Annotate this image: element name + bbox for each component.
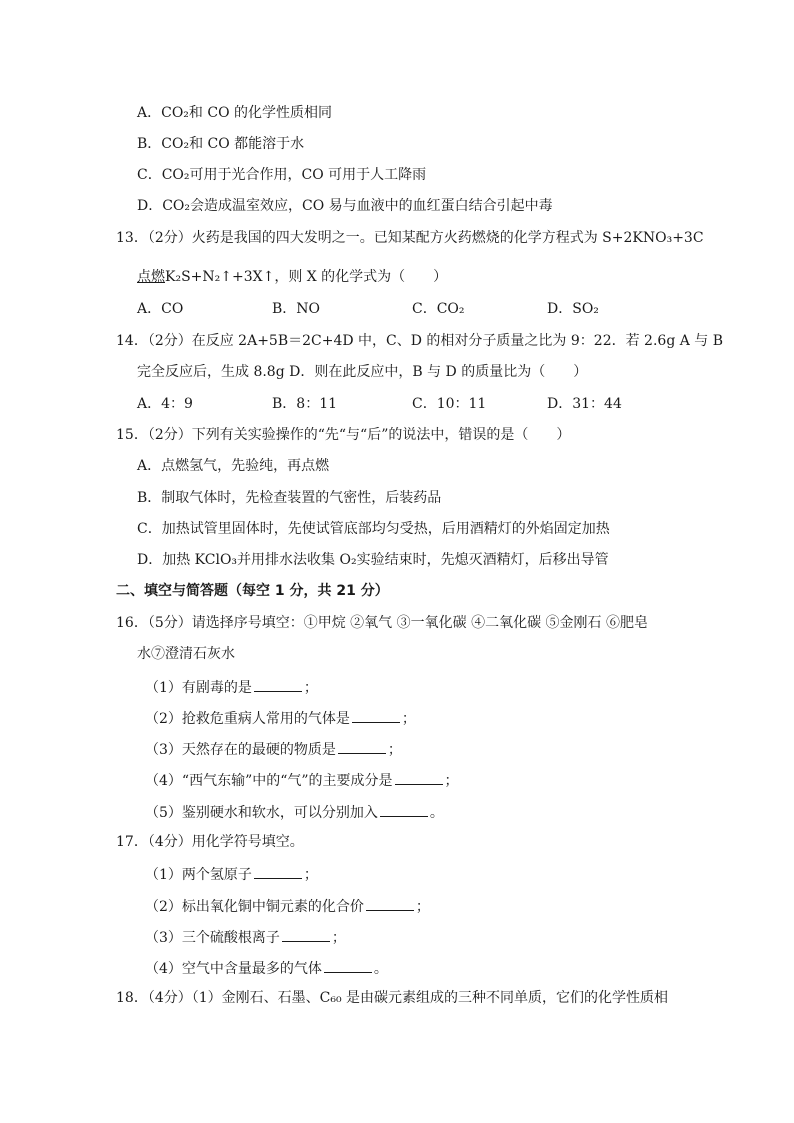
q12-option-a: A．CO₂和 CO 的化学性质相同 <box>137 105 333 121</box>
q17-item-4-text: （4）空气中含量最多的气体 <box>145 961 322 977</box>
q13-stem-continued: K₂S+N₂↑+3X↑，则 X 的化学式为（ ） <box>165 269 448 285</box>
q14-option-a: A．4：9 <box>137 396 193 412</box>
q17-stem: 17．（4分）用化学符号填空。 <box>116 834 304 850</box>
q16-item-5 <box>145 802 444 822</box>
reaction-condition: 点燃 <box>137 269 165 285</box>
q17-item-3-end: ； <box>331 930 346 946</box>
answer-blank[interactable] <box>254 864 302 879</box>
answer-blank[interactable] <box>366 896 414 911</box>
q17-item-2 <box>145 896 430 916</box>
answer-blank[interactable] <box>282 927 330 942</box>
q16-stem-continued: 水⑦澄清石灰水 <box>137 646 235 662</box>
answer-blank[interactable] <box>254 677 302 692</box>
section-heading: 二、填空与简答题（每空 1 分，共 21 分） <box>116 583 389 599</box>
q17-item-4 <box>145 958 388 978</box>
q16-item-4-text: （4）“西气东输”中的“气”的主要成分是 <box>145 773 393 789</box>
q16-item-1 <box>145 677 318 697</box>
q16-item-3-text: （3）天然存在的最硬的物质是 <box>145 742 336 758</box>
q17-item-3-text: （3）三个硫酸根离子 <box>145 930 280 946</box>
q15-stem: 15．（2分）下列有关实验操作的“先“与“后”的说法中，错误的是（ ） <box>116 427 571 443</box>
q15-option-b: B．制取气体时，先检查装置的气密性，后装药品 <box>137 490 442 506</box>
q16-item-3 <box>145 739 402 759</box>
q16-stem: 16．（5分）请选择序号填空：①甲烷 ②氧气 ③一氧化碳 ④二氧化碳 ⑤金刚石 ⑥肥皂 <box>116 615 648 631</box>
q16-item-3-end: ； <box>387 742 402 758</box>
q16-item-4-end: ； <box>444 773 459 789</box>
q13-option-c: C．CO₂ <box>412 301 465 317</box>
q17-item-1-end: ； <box>303 867 318 883</box>
q17-item-1 <box>145 864 318 884</box>
q16-item-5-text: （5）鉴别硬水和软水，可以分别加入 <box>145 805 378 821</box>
q17-item-3 <box>145 927 346 947</box>
q14-stem-continued: 完全反应后，生成 8.8g D．则在此反应中，B 与 D 的质量比为（ ） <box>137 364 588 380</box>
q12-option-d: D．CO₂会造成温室效应，CO 易与血液中的血红蛋白结合引起中毒 <box>137 198 553 214</box>
answer-blank[interactable] <box>395 770 443 785</box>
q14-option-b: B．8：11 <box>272 396 338 412</box>
q16-item-5-end: 。 <box>429 805 444 821</box>
q16-item-1-text: （1）有剧毒的是 <box>145 680 252 696</box>
q17-item-2-text: （2）标出氧化铜中铜元素的化合价 <box>145 899 364 915</box>
answer-blank[interactable] <box>324 958 372 973</box>
q16-item-2-text: （2）抢救危重病人常用的气体是 <box>145 711 350 727</box>
q18-stem: 18．（4分）（1）金刚石、石墨、C₆₀ 是由碳元素组成的三种不同单质，它们的化学性质相 <box>116 990 669 1006</box>
q13-option-b: B．NO <box>272 301 321 317</box>
q12-option-b: B．CO₂和 CO 都能溶于水 <box>137 136 305 152</box>
q13-stem: 13．（2分）火药是我国的四大发明之一。已知某配方火药燃烧的化学方程式为 S+2KNO₃+3C <box>116 230 704 246</box>
q16-item-2-end: ； <box>401 711 416 727</box>
answer-blank[interactable] <box>338 739 386 754</box>
q13-option-a: A．CO <box>137 301 184 317</box>
q14-stem: 14．（2分）在反应 2A+5B＝2C+4D 中，C、D 的相对分子质量之比为 9：22．若 2.6g A 与 B <box>116 333 724 349</box>
q14-option-d: D．31：44 <box>547 396 622 412</box>
q16-item-4 <box>145 770 459 790</box>
q12-option-c: C．CO₂可用于光合作用，CO 可用于人工降雨 <box>137 167 427 183</box>
q17-item-1-text: （1）两个氢原子 <box>145 867 252 883</box>
q17-item-2-end: ； <box>415 899 430 915</box>
q17-item-4-end: 。 <box>373 961 388 977</box>
q15-option-c: C．加热试管里固体时，先使试管底部均匀受热，后用酒精灯的外焰固定加热 <box>137 521 610 537</box>
q16-item-1-end: ； <box>303 680 318 696</box>
q16-item-2 <box>145 708 416 728</box>
q15-option-a: A．点燃氢气，先验纯，再点燃 <box>137 458 330 474</box>
q13-equation-line <box>137 268 447 286</box>
answer-blank[interactable] <box>380 802 428 817</box>
q14-option-c: C．10：11 <box>412 396 487 412</box>
q13-option-d: D．SO₂ <box>547 301 599 317</box>
answer-blank[interactable] <box>352 708 400 723</box>
q15-option-d: D．加热 KClO₃并用排水法收集 O₂实验结束时，先熄灭酒精灯，后移出导管 <box>137 552 609 568</box>
